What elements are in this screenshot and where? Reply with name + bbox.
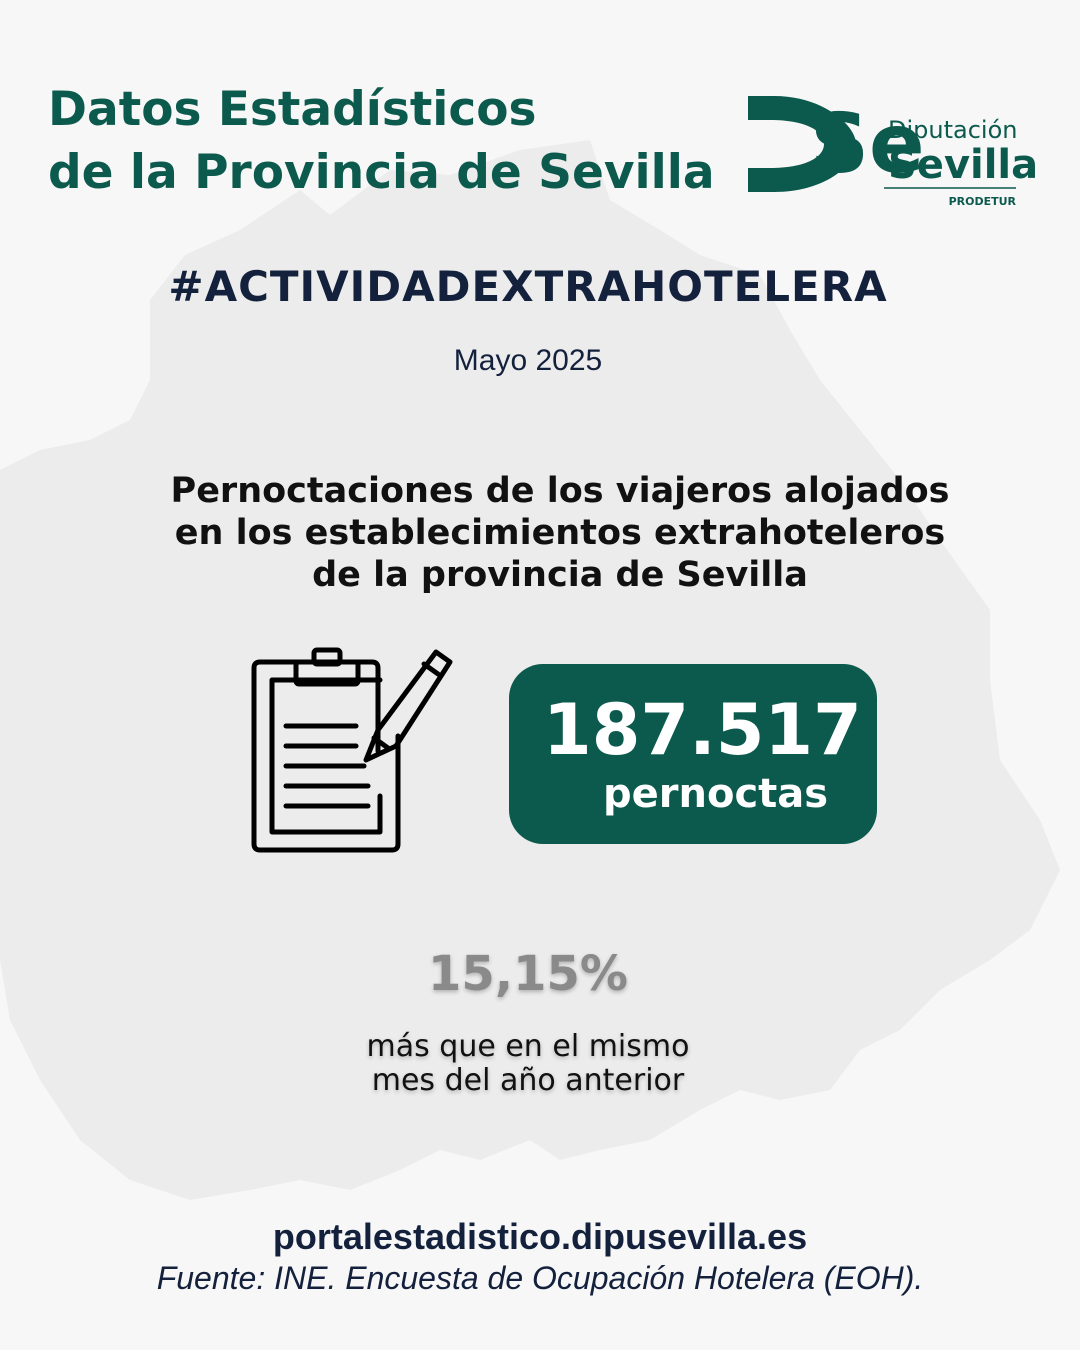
period-label: Mayo 2025 [453,344,603,377]
year-over-year-description [0,1030,1056,1098]
indicator-title-line-2: en los establecimientos extrahoteleros [174,513,946,553]
indicator-title [60,470,1060,596]
portal-link[interactable]: portalestadistico.dipusevilla.es [272,1216,808,1257]
indicator-title-line-1: Pernoctaciones de los viajeros alojados [170,471,950,511]
clipboard-pencil-icon [250,646,456,856]
logo-org-big: Sevilla [888,142,1039,188]
change-desc-line-2: mes del año anterior [371,1063,685,1098]
logo-org-small: Diputación [888,116,1018,144]
overnight-stays-card [509,664,877,844]
logo-dept: PRODETUR [948,195,1016,208]
data-source: Fuente: INE. Encuesta de Ocupación Hotelera (EOH). [156,1260,924,1296]
page-title [48,78,715,204]
overnight-stays-value: 187.517 [543,689,862,771]
diputacion-sevilla-logo [748,92,1039,214]
hashtag-heading: #ACTIVIDADEXTRAHOTELERA [168,262,888,311]
change-desc-line-1: más que en el mismo [366,1029,690,1064]
title-line-1: Datos Estadísticos [48,82,537,137]
overnight-stays-unit: pernoctas [603,771,829,817]
indicator-title-line-3: de la provincia de Sevilla [312,555,808,595]
title-line-2: de la Provincia de Sevilla [48,145,715,200]
logo-mark-text: Se [810,97,925,192]
year-over-year-change: 15,15% [428,946,628,1002]
